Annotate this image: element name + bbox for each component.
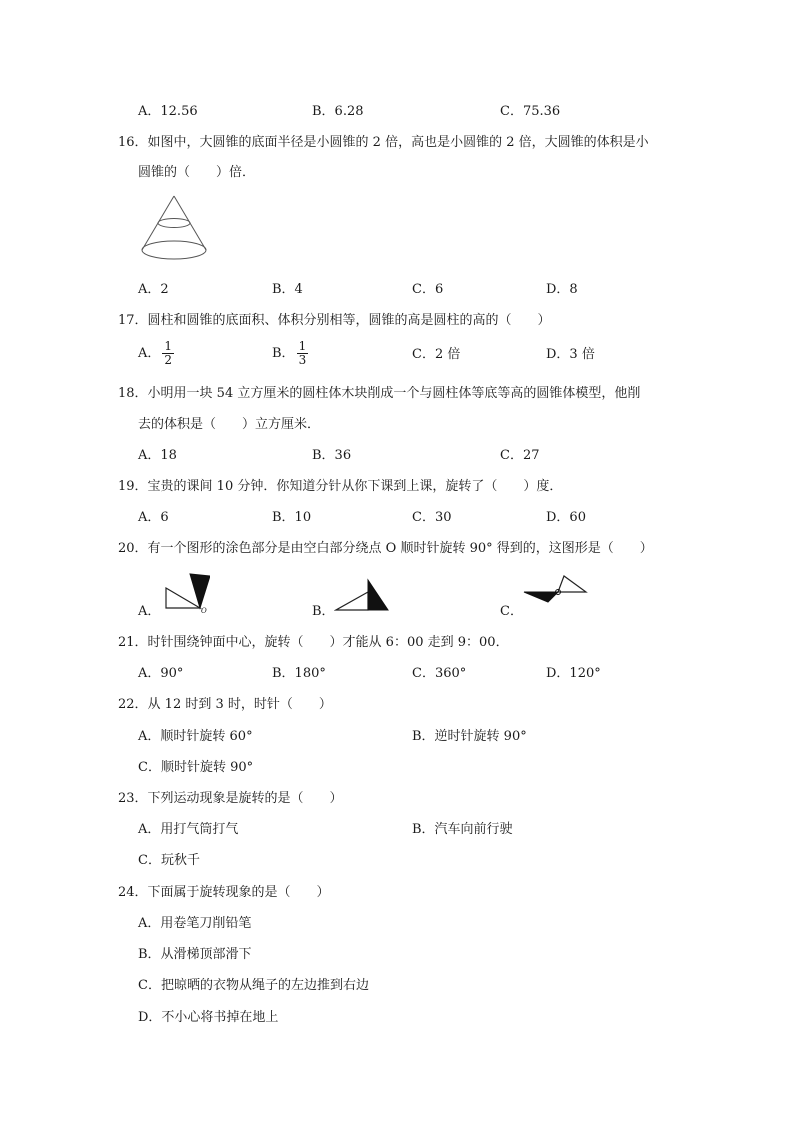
q19-option-d: D．60 — [546, 510, 586, 525]
q19-option-b: B．10 — [272, 510, 312, 525]
q16-option-d: D．8 — [546, 282, 578, 297]
q18-text-line2: 去的体积是（ ）立方厘米． — [138, 417, 321, 432]
q22-text: 22．从 12 时到 3 时，时针（ ） — [118, 697, 332, 712]
q23-text: 23．下列运动现象是旋转的是（ ） — [118, 791, 343, 806]
q16-text-line1: 16．如图中，大圆锥的底面半径是小圆锥的 2 倍，高也是小圆锥的 2 倍，大圆锥的体积是小 — [118, 135, 649, 150]
q24-option-a: A．用卷笔刀削铅笔 — [138, 916, 252, 931]
q24-text: 24．下面属于旋转现象的是（ ） — [118, 885, 330, 900]
fraction-numerator: 1 — [298, 339, 307, 353]
rotation-figure-b — [334, 578, 396, 614]
fraction-denominator: 2 — [164, 353, 173, 367]
q17-option-b — [272, 340, 308, 367]
q16-option-b: B．4 — [272, 282, 303, 297]
rotation-figure-c — [522, 572, 592, 604]
q21-option-c: C．360° — [412, 666, 467, 681]
rotation-figure-a — [160, 572, 210, 614]
q18-text-line1: 18．小明用一块 54 立方厘米的圆柱体木块削成一个与圆柱体等底等高的圆锥体模型，他削 — [118, 386, 641, 401]
q24-option-c: C．把晾晒的衣物从绳子的左边推到右边 — [138, 978, 369, 993]
q16-text-line2: 圆锥的（ ）倍． — [138, 165, 256, 180]
q17-option-a-label: A． — [138, 346, 161, 361]
q21-text: 21．时针围绕钟面中心，旋转（ ）才能从 6：00 走到 9：00． — [118, 635, 509, 650]
q18-option-c: C．27 — [500, 448, 540, 463]
q20-text: 20．有一个图形的涂色部分是由空白部分绕点 O 顺时针旋转 90° 得到的，这图形是（ ） — [118, 541, 653, 556]
q21-option-a: A．90° — [138, 666, 184, 681]
q17-option-d: D．3 倍 — [546, 347, 595, 362]
cone-figure — [138, 192, 210, 264]
q24-option-b: B．从滑梯顶部滑下 — [138, 947, 252, 962]
q23-option-a: A．用打气筒打气 — [138, 822, 239, 837]
q24-option-d: D．不小心将书掉在地上 — [138, 1010, 279, 1025]
q21-option-d: D．120° — [546, 666, 601, 681]
point-o-label: O — [201, 607, 207, 614]
q23-option-b: B．汽车向前行驶 — [412, 822, 513, 837]
q17-text: 17．圆柱和圆锥的底面积、体积分别相等，圆锥的高是圆柱的高的（ ） — [118, 313, 551, 328]
q17-option-b-label: B． — [272, 346, 295, 361]
q17-option-c: C．2 倍 — [412, 347, 461, 362]
q16-option-a: A．2 — [138, 282, 169, 297]
q23-option-c: C．玩秋千 — [138, 853, 200, 868]
q20-option-b-label: B． — [312, 604, 335, 619]
q20-option-c-label: C． — [500, 604, 523, 619]
q18-option-b: B．36 — [312, 448, 352, 463]
q15-option-a: A．12.56 — [138, 104, 198, 119]
fraction-one-half — [162, 340, 174, 367]
q18-option-a: A．18 — [138, 448, 177, 463]
fraction-one-third — [297, 340, 309, 367]
q19-text: 19．宝贵的课间 10 分钟．你知道分针从你下课到上课，旋转了（ ）度． — [118, 479, 563, 494]
q15-option-c: C．75.36 — [500, 104, 561, 119]
fraction-denominator: 3 — [298, 353, 307, 367]
q22-option-a: A．顺时针旋转 60° — [138, 729, 253, 744]
q19-option-a: A．6 — [138, 510, 169, 525]
q17-option-a — [138, 340, 174, 367]
q22-option-c: C．顺时针旋转 90° — [138, 760, 254, 775]
q20-option-a-label: A． — [138, 604, 161, 619]
q22-option-b: B．逆时针旋转 90° — [412, 729, 527, 744]
q15-option-b: B．6.28 — [312, 104, 364, 119]
q16-option-c: C．6 — [412, 282, 444, 297]
q19-option-c: C．30 — [412, 510, 452, 525]
fraction-numerator: 1 — [164, 339, 173, 353]
q21-option-b: B．180° — [272, 666, 326, 681]
